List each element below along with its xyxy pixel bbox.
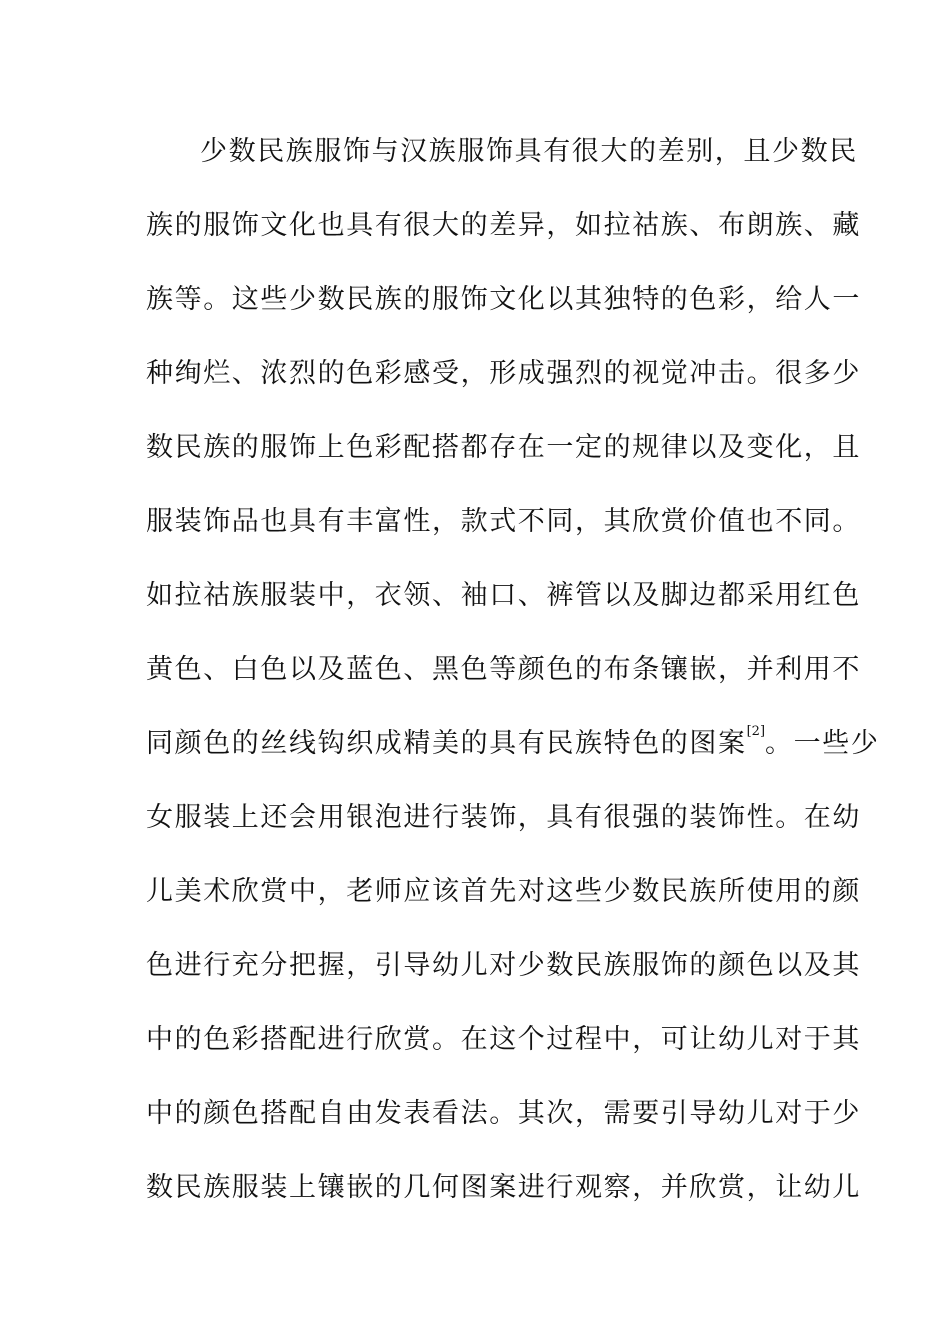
- text-line-3: 族等。这些少数民族的服饰文化以其独特的色彩，给人一: [146, 284, 861, 315]
- text-line-2: 族的服饰文化也具有很大的差异，如拉祜族、布朗族、藏: [146, 210, 861, 241]
- text-line-8: 黄色、白色以及蓝色、黑色等颜色的布条镶嵌，并利用不: [146, 654, 861, 685]
- text-line-15: 数民族服装上镶嵌的几何图案进行观察，并欣赏，让幼儿: [146, 1172, 861, 1203]
- text-line-9-after: 。一些少: [765, 728, 880, 759]
- text-line-4: 种绚烂、浓烈的色彩感受，形成强烈的视觉冲击。很多少: [146, 358, 861, 389]
- text-line-1: 少数民族服饰与汉族服饰具有很大的差别，且少数民: [200, 136, 858, 167]
- text-line-5: 数民族的服饰上色彩配搭都存在一定的规律以及变化，且: [146, 432, 861, 463]
- text-line-7: 如拉祜族服装中，衣领、袖口、裤管以及脚边都采用红色: [146, 580, 861, 611]
- text-line-10: 女服装上还会用银泡进行装饰，具有很强的装饰性。在幼: [146, 802, 861, 833]
- text-line-14: 中的颜色搭配自由发表看法。其次，需要引导幼儿对于少: [146, 1098, 861, 1129]
- text-line-11: 儿美术欣赏中，老师应该首先对这些少数民族所使用的颜: [146, 876, 861, 907]
- text-line-9: [146, 722, 880, 796]
- body-paragraph: [146, 130, 880, 1240]
- text-line-13: 中的色彩搭配进行欣赏。在这个过程中，可让幼儿对于其: [146, 1024, 861, 1055]
- citation-reference: [2]: [746, 724, 766, 739]
- text-line-9-before: 同颜色的丝线钩织成精美的具有民族特色的图案: [146, 728, 747, 759]
- text-line-6: 服装饰品也具有丰富性，款式不同，其欣赏价值也不同。: [146, 506, 861, 537]
- text-line-12: 色进行充分把握，引导幼儿对少数民族服饰的颜色以及其: [146, 950, 861, 981]
